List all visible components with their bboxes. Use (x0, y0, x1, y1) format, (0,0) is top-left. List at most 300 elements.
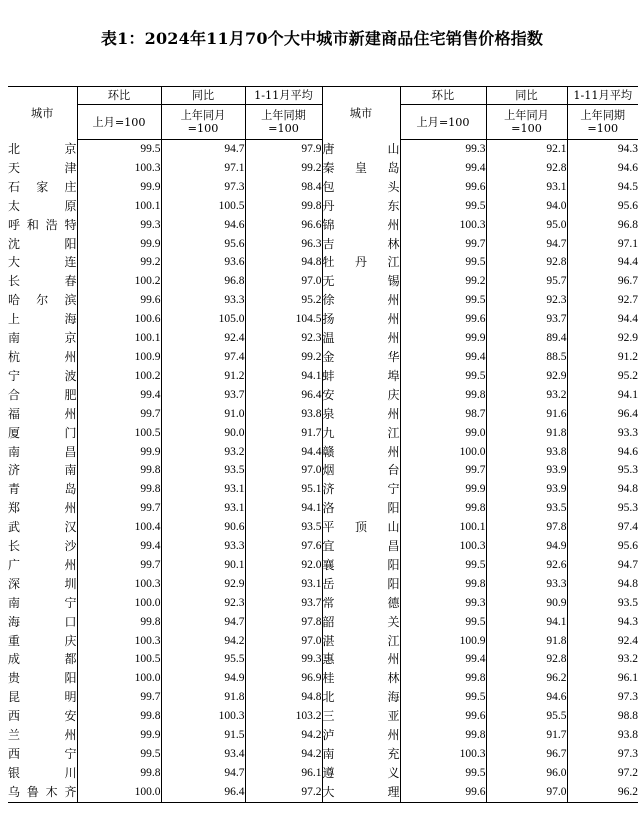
ytd-cell: 97.3 (567, 745, 638, 764)
ytd-cell: 94.5 (567, 178, 638, 197)
mom-cell: 99.4 (400, 159, 486, 178)
table-row (8, 783, 638, 802)
city-cell: 武汉 (8, 520, 77, 535)
yoy-cell: 91.5 (161, 726, 245, 745)
table-row (8, 650, 638, 669)
yoy-cell: 94.2 (161, 632, 245, 651)
mom-cell: 99.6 (400, 178, 486, 197)
mom-cell: 99.8 (400, 386, 486, 405)
table-row (8, 367, 638, 386)
yoy-cell: 94.7 (486, 235, 567, 254)
city-cell: 吉林 (322, 235, 400, 254)
yoy-cell: 93.7 (486, 310, 567, 329)
table-row (8, 235, 638, 254)
city-cell: 济宁 (322, 480, 400, 499)
mom-cell: 99.7 (77, 405, 161, 424)
ytd-cell: 95.6 (567, 197, 638, 216)
city-cell: 平顶山 (322, 518, 400, 537)
table-row (8, 461, 638, 480)
ytd-cell: 97.2 (245, 783, 322, 802)
table-body (8, 140, 638, 803)
ytd-cell: 95.2 (245, 291, 322, 310)
mom-cell: 99.3 (400, 140, 486, 159)
yoy-cell: 92.8 (486, 253, 567, 272)
yoy-cell: 94.7 (161, 613, 245, 632)
yoy-cell: 94.6 (161, 216, 245, 235)
ytd-cell: 99.3 (245, 650, 322, 669)
city-cell: 南宁 (8, 595, 77, 610)
yoy-cell: 93.9 (486, 480, 567, 499)
mom-cell: 99.8 (77, 613, 161, 632)
yoy-cell: 97.1 (161, 159, 245, 178)
city-cell: 郑州 (8, 501, 77, 516)
city-header-right: 城市 (322, 87, 400, 140)
ytd-cell: 94.4 (567, 253, 638, 272)
yoy-cell: 94.7 (161, 140, 245, 159)
yoy-cell: 88.5 (486, 348, 567, 367)
mom-cell: 99.8 (400, 726, 486, 745)
yoy-cell: 93.7 (161, 386, 245, 405)
table-row (8, 216, 638, 235)
mom-cell: 99.5 (400, 764, 486, 783)
yoy-cell: 89.4 (486, 329, 567, 348)
mom-cell: 99.8 (400, 575, 486, 594)
yoy-cell: 97.8 (486, 518, 567, 537)
city-cell: 秦皇岛 (322, 159, 400, 178)
city-cell: 徐州 (322, 291, 400, 310)
city-cell: 襄阳 (322, 556, 400, 575)
yoy-cell: 92.3 (161, 594, 245, 613)
yoy-cell: 93.8 (486, 443, 567, 462)
city-cell: 天津 (8, 160, 77, 175)
ytd-cell: 94.4 (245, 443, 322, 462)
yoy-cell: 91.8 (486, 424, 567, 443)
yoy-cell: 93.1 (161, 480, 245, 499)
ytd-cell: 97.9 (245, 140, 322, 159)
city-cell: 桂林 (322, 669, 400, 688)
mom-cell: 100.9 (400, 632, 486, 651)
mom-cell: 100.1 (77, 197, 161, 216)
city-cell: 广州 (8, 557, 77, 572)
ytd-cell: 96.6 (245, 216, 322, 235)
yoy-cell: 92.3 (486, 291, 567, 310)
city-cell: 常德 (322, 594, 400, 613)
city-cell: 深圳 (8, 576, 77, 591)
city-cell: 西安 (8, 709, 77, 724)
city-cell: 三亚 (322, 707, 400, 726)
city-cell: 厦门 (8, 425, 77, 440)
ytd-cell: 96.4 (567, 405, 638, 424)
yoy-cell: 93.4 (161, 745, 245, 764)
ytd-cell: 104.5 (245, 310, 322, 329)
ytd-header-left: 1-11月平均 (245, 87, 322, 105)
city-header-left: 城市 (8, 87, 77, 140)
ytd-cell: 98.8 (567, 707, 638, 726)
table-header (8, 87, 638, 140)
ytd-cell: 94.3 (567, 613, 638, 632)
city-cell: 呼和浩特 (8, 217, 77, 232)
mom-cell: 99.5 (400, 556, 486, 575)
yoy-cell: 94.0 (486, 197, 567, 216)
city-cell: 哈尔滨 (8, 293, 77, 308)
ytd-cell: 94.7 (567, 556, 638, 575)
mom-cell: 100.3 (400, 537, 486, 556)
table-row (8, 424, 638, 443)
ytd-cell: 99.2 (245, 348, 322, 367)
mom-cell: 100.4 (77, 518, 161, 537)
ytd-cell: 97.6 (245, 537, 322, 556)
table-row (8, 386, 638, 405)
yoy-sub-right: 上年同月 =100 (486, 105, 567, 140)
ytd-cell: 92.9 (567, 329, 638, 348)
ytd-cell: 95.3 (567, 461, 638, 480)
mom-cell: 99.2 (77, 253, 161, 272)
city-cell: 昆明 (8, 690, 77, 705)
yoy-cell: 91.0 (161, 405, 245, 424)
ytd-cell: 99.2 (245, 159, 322, 178)
city-cell: 烟台 (322, 461, 400, 480)
ytd-cell: 93.5 (567, 594, 638, 613)
table-row (8, 178, 638, 197)
mom-cell: 99.5 (77, 745, 161, 764)
city-cell: 合肥 (8, 387, 77, 402)
mom-cell: 100.3 (77, 632, 161, 651)
city-cell: 西宁 (8, 747, 77, 761)
yoy-cell: 92.8 (486, 650, 567, 669)
mom-cell: 100.2 (77, 272, 161, 291)
yoy-cell: 93.1 (161, 499, 245, 518)
ytd-cell: 103.2 (245, 707, 322, 726)
yoy-header-right: 同比 (486, 87, 567, 105)
ytd-cell: 96.1 (245, 764, 322, 783)
mom-cell: 100.2 (77, 367, 161, 386)
mom-cell: 99.8 (77, 480, 161, 499)
mom-sub-left: 上月=100 (77, 105, 161, 140)
ytd-header-right: 1-11月平均 (567, 87, 638, 105)
city-cell: 沈阳 (8, 236, 77, 251)
yoy-cell: 95.5 (161, 650, 245, 669)
yoy-cell: 93.1 (486, 178, 567, 197)
table-row (8, 594, 638, 613)
yoy-cell: 97.3 (161, 178, 245, 197)
mom-cell: 99.5 (77, 140, 161, 159)
city-cell: 福州 (8, 406, 77, 421)
table-row (8, 745, 638, 764)
mom-cell: 99.8 (77, 707, 161, 726)
yoy-cell: 93.5 (161, 461, 245, 480)
mom-cell: 99.9 (400, 329, 486, 348)
table-row (8, 613, 638, 632)
table-row (8, 556, 638, 575)
city-cell: 南充 (322, 745, 400, 764)
ytd-cell: 94.6 (567, 159, 638, 178)
table-row (8, 726, 638, 745)
ytd-cell: 93.5 (245, 518, 322, 537)
table-row (8, 329, 638, 348)
yoy-cell: 92.9 (161, 575, 245, 594)
yoy-cell: 95.7 (486, 272, 567, 291)
city-cell: 韶关 (322, 613, 400, 632)
ytd-cell: 94.1 (245, 367, 322, 386)
ytd-cell: 94.8 (245, 688, 322, 707)
ytd-cell: 93.8 (245, 405, 322, 424)
table-row (8, 499, 638, 518)
ytd-cell: 94.1 (245, 499, 322, 518)
city-cell: 石家庄 (8, 179, 77, 194)
city-cell: 锦州 (322, 216, 400, 235)
yoy-cell: 93.2 (486, 386, 567, 405)
ytd-cell: 96.1 (567, 669, 638, 688)
ytd-cell: 97.0 (245, 461, 322, 480)
yoy-cell: 96.0 (486, 764, 567, 783)
mom-cell: 98.7 (400, 405, 486, 424)
ytd-cell: 93.7 (245, 594, 322, 613)
mom-cell: 99.0 (400, 424, 486, 443)
mom-cell: 100.3 (77, 575, 161, 594)
yoy-cell: 95.6 (161, 235, 245, 254)
ytd-cell: 94.1 (567, 386, 638, 405)
ytd-cell: 97.2 (567, 764, 638, 783)
ytd-cell: 96.9 (245, 669, 322, 688)
table-row (8, 443, 638, 462)
city-cell: 北海 (322, 688, 400, 707)
city-cell: 赣州 (322, 443, 400, 462)
city-cell: 岳阳 (322, 575, 400, 594)
yoy-cell: 92.8 (486, 159, 567, 178)
yoy-cell: 96.8 (161, 272, 245, 291)
yoy-sub-left: 上年同月 =100 (161, 105, 245, 140)
table-row (8, 632, 638, 651)
mom-cell: 99.7 (400, 235, 486, 254)
yoy-cell: 97.0 (486, 783, 567, 802)
mom-cell: 99.3 (77, 216, 161, 235)
yoy-cell: 90.0 (161, 424, 245, 443)
mom-cell: 99.5 (400, 688, 486, 707)
ytd-cell: 92.7 (567, 291, 638, 310)
city-cell: 金华 (322, 348, 400, 367)
ytd-cell: 96.4 (245, 386, 322, 405)
mom-cell: 100.0 (77, 594, 161, 613)
table-row (8, 575, 638, 594)
city-cell: 唐山 (322, 140, 400, 159)
mom-cell: 99.5 (400, 291, 486, 310)
mom-cell: 99.7 (77, 556, 161, 575)
ytd-cell: 96.8 (567, 216, 638, 235)
mom-cell: 100.0 (400, 443, 486, 462)
city-cell: 蚌埠 (322, 367, 400, 386)
table-title: 表1：2024年11月70个大中城市新建商品住宅销售价格指数 (100, 29, 544, 48)
ytd-cell: 96.2 (567, 783, 638, 802)
city-cell: 南京 (8, 331, 77, 346)
yoy-cell: 92.6 (486, 556, 567, 575)
city-cell: 贵阳 (8, 671, 77, 686)
yoy-cell: 90.9 (486, 594, 567, 613)
mom-header-left: 环比 (77, 87, 161, 105)
city-cell: 北京 (8, 141, 77, 156)
ytd-cell: 97.0 (245, 632, 322, 651)
mom-cell: 99.8 (400, 499, 486, 518)
ytd-cell: 97.0 (245, 272, 322, 291)
ytd-cell: 93.3 (567, 424, 638, 443)
ytd-cell: 94.2 (245, 726, 322, 745)
ytd-cell: 92.4 (567, 632, 638, 651)
ytd-cell: 94.8 (567, 480, 638, 499)
yoy-cell: 91.8 (486, 632, 567, 651)
yoy-cell: 92.9 (486, 367, 567, 386)
mom-cell: 99.4 (77, 537, 161, 556)
ytd-cell: 94.6 (567, 443, 638, 462)
ytd-cell: 94.3 (567, 140, 638, 159)
yoy-cell: 91.8 (161, 688, 245, 707)
city-cell: 牡丹江 (322, 253, 400, 272)
city-cell: 安庆 (322, 386, 400, 405)
table-row (8, 310, 638, 329)
yoy-cell: 95.5 (486, 707, 567, 726)
city-cell: 大连 (8, 255, 77, 270)
mom-cell: 99.5 (400, 253, 486, 272)
ytd-cell: 91.2 (567, 348, 638, 367)
mom-cell: 99.6 (400, 707, 486, 726)
city-cell: 青岛 (8, 482, 77, 497)
mom-sub-right: 上月=100 (400, 105, 486, 140)
ytd-cell: 94.8 (245, 253, 322, 272)
ytd-cell: 95.6 (567, 537, 638, 556)
mom-cell: 99.5 (400, 367, 486, 386)
table-row (8, 669, 638, 688)
mom-cell: 100.3 (400, 745, 486, 764)
yoy-cell: 92.4 (161, 329, 245, 348)
yoy-cell: 96.4 (161, 783, 245, 802)
table-row (8, 253, 638, 272)
ytd-cell: 92.3 (245, 329, 322, 348)
city-cell: 扬州 (322, 310, 400, 329)
yoy-cell: 93.3 (161, 291, 245, 310)
mom-cell: 99.7 (77, 499, 161, 518)
mom-cell: 100.6 (77, 310, 161, 329)
yoy-header-left: 同比 (161, 87, 245, 105)
ytd-sub-right: 上年同期 =100 (567, 105, 638, 140)
mom-cell: 99.6 (400, 310, 486, 329)
city-cell: 遵义 (322, 764, 400, 783)
mom-cell: 99.8 (77, 461, 161, 480)
mom-cell: 99.3 (400, 594, 486, 613)
mom-cell: 99.7 (400, 461, 486, 480)
table-row (8, 348, 638, 367)
yoy-cell: 91.2 (161, 367, 245, 386)
mom-cell: 100.3 (400, 216, 486, 235)
city-cell: 海口 (8, 614, 77, 629)
city-cell: 长春 (8, 274, 77, 289)
ytd-cell: 95.1 (245, 480, 322, 499)
city-cell: 太原 (8, 198, 77, 213)
mom-cell: 99.6 (400, 783, 486, 802)
city-cell: 包头 (322, 178, 400, 197)
ytd-cell: 94.2 (245, 745, 322, 764)
city-cell: 丹东 (322, 197, 400, 216)
city-cell: 重庆 (8, 633, 77, 648)
mom-cell: 99.9 (77, 726, 161, 745)
mom-header-right: 环比 (400, 87, 486, 105)
table-row (8, 537, 638, 556)
yoy-cell: 96.2 (486, 669, 567, 688)
table-row (8, 405, 638, 424)
city-cell: 长沙 (8, 539, 77, 554)
city-cell: 温州 (322, 329, 400, 348)
mom-cell: 100.0 (77, 669, 161, 688)
mom-cell: 100.9 (77, 348, 161, 367)
ytd-cell: 93.8 (567, 726, 638, 745)
mom-cell: 99.6 (77, 291, 161, 310)
city-cell: 宜昌 (322, 537, 400, 556)
city-cell: 九江 (322, 424, 400, 443)
city-cell: 上海 (8, 312, 77, 327)
mom-cell: 99.7 (77, 688, 161, 707)
ytd-cell: 95.2 (567, 367, 638, 386)
city-cell: 大理 (322, 783, 400, 802)
yoy-cell: 97.4 (161, 348, 245, 367)
mom-cell: 99.8 (400, 669, 486, 688)
city-cell: 南昌 (8, 444, 77, 459)
city-cell: 无锡 (322, 272, 400, 291)
mom-cell: 99.5 (400, 613, 486, 632)
ytd-cell: 97.3 (567, 688, 638, 707)
table-row (8, 272, 638, 291)
table-row (8, 480, 638, 499)
city-cell: 湛江 (322, 632, 400, 651)
ytd-cell: 95.3 (567, 499, 638, 518)
table-row (8, 291, 638, 310)
mom-cell: 99.5 (400, 197, 486, 216)
city-cell: 惠州 (322, 650, 400, 669)
mom-cell: 100.3 (77, 159, 161, 178)
mom-cell: 99.9 (77, 443, 161, 462)
ytd-cell: 96.7 (567, 272, 638, 291)
yoy-cell: 90.6 (161, 518, 245, 537)
table-row (8, 518, 638, 537)
yoy-cell: 91.6 (486, 405, 567, 424)
ytd-cell: 92.0 (245, 556, 322, 575)
yoy-cell: 93.3 (161, 537, 245, 556)
mom-cell: 100.0 (77, 783, 161, 802)
city-cell: 济南 (8, 463, 77, 478)
ytd-cell: 93.2 (567, 650, 638, 669)
table-row (8, 764, 638, 783)
table-row (8, 197, 638, 216)
yoy-cell: 94.9 (486, 537, 567, 556)
yoy-cell: 105.0 (161, 310, 245, 329)
mom-cell: 99.2 (400, 272, 486, 291)
ytd-cell: 91.7 (245, 424, 322, 443)
mom-cell: 99.9 (77, 178, 161, 197)
yoy-cell: 93.2 (161, 443, 245, 462)
table-row (8, 688, 638, 707)
ytd-cell: 97.8 (245, 613, 322, 632)
yoy-cell: 94.7 (161, 764, 245, 783)
city-cell: 银川 (8, 765, 77, 780)
mom-cell: 100.1 (400, 518, 486, 537)
yoy-cell: 93.5 (486, 499, 567, 518)
mom-cell: 100.5 (77, 650, 161, 669)
yoy-cell: 94.6 (486, 688, 567, 707)
mom-cell: 99.9 (77, 235, 161, 254)
mom-cell: 99.4 (77, 386, 161, 405)
table-row (8, 140, 638, 159)
yoy-cell: 90.1 (161, 556, 245, 575)
ytd-cell: 99.8 (245, 197, 322, 216)
ytd-cell: 93.1 (245, 575, 322, 594)
city-cell: 泸州 (322, 726, 400, 745)
ytd-cell: 94.4 (567, 310, 638, 329)
